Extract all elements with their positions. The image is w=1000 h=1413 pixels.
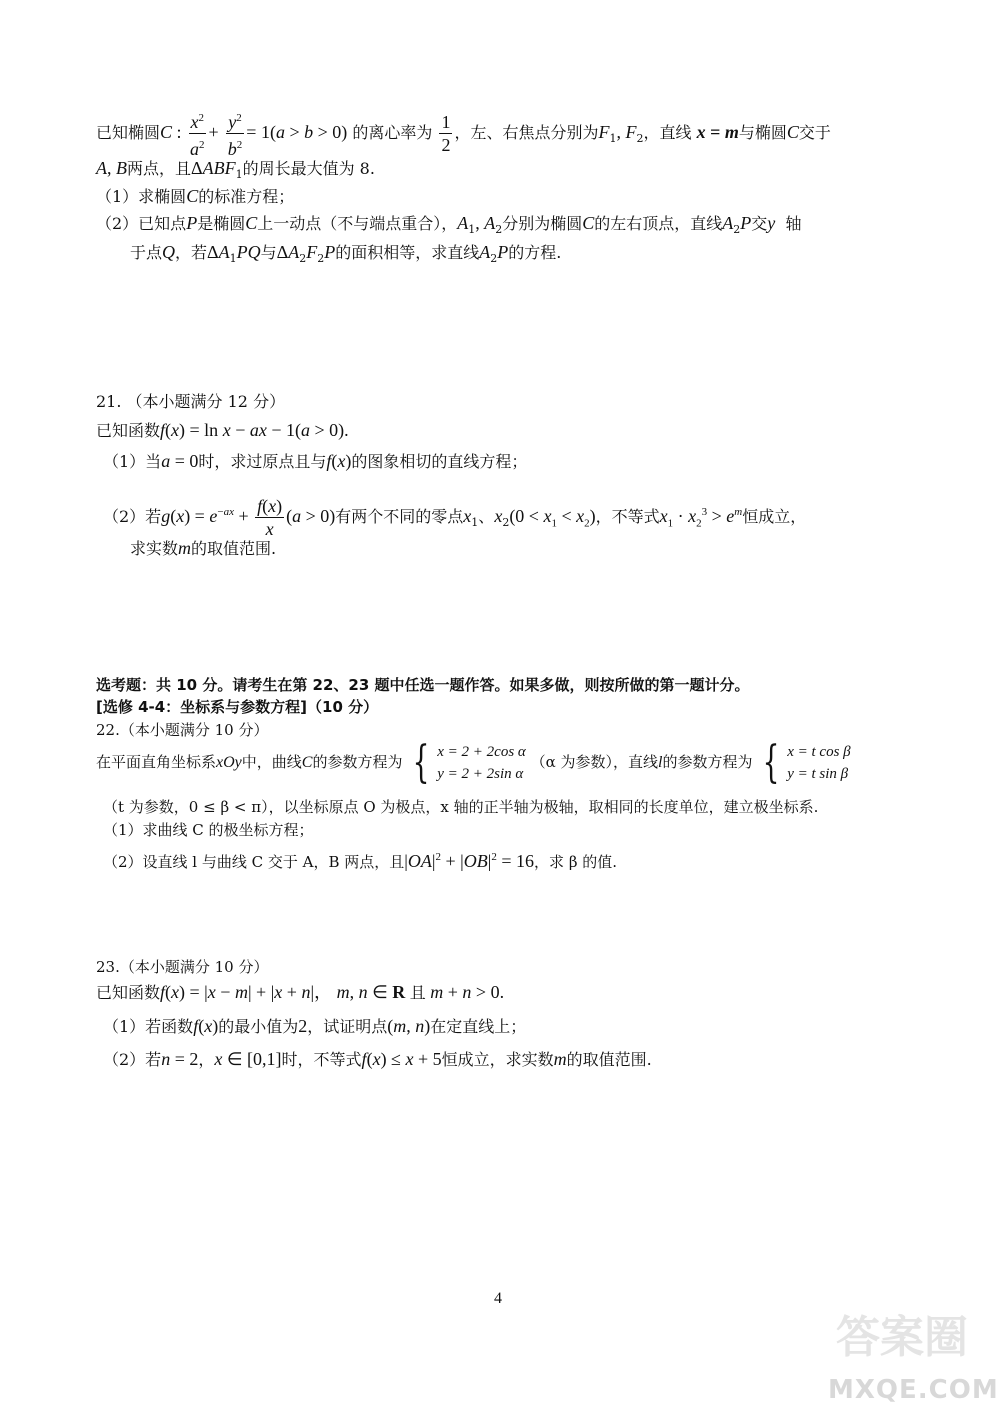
q21-header: 21. （本小题满分 12 分） bbox=[96, 392, 286, 411]
q20-part1: （1）求椭圆C的标准方程； bbox=[96, 186, 295, 206]
q20-text-d: ，直线 bbox=[643, 123, 692, 142]
q23-part1-d: 在定直线上； bbox=[430, 1017, 527, 1036]
q20-text-b: 的离心率为 bbox=[352, 123, 433, 142]
elective-section: [选修 4-4：坐标系与参数方程]（10 分） bbox=[96, 698, 379, 716]
q23-intro-a: 已知函数 bbox=[96, 983, 161, 1002]
q20-part1-b: 的标准方程； bbox=[198, 187, 295, 206]
q22-intro-d: （α 为参数），直线 bbox=[530, 753, 658, 771]
fraction-y2-b2: $\frac{y^2}{b^2}$ bbox=[226, 107, 245, 160]
q20-part2-b: 是椭圆 bbox=[197, 214, 246, 233]
q21-part1-a: （1）当 bbox=[103, 452, 162, 471]
q21-intro-text: 已知函数 bbox=[96, 421, 161, 440]
q23-part1: （1）若函数f(x)的最小值为2，试证明点(m, n)在定直线上； bbox=[103, 1016, 527, 1036]
q22-part2-b: ，求 β 的值. bbox=[534, 853, 618, 871]
q20-text-f: 交于 bbox=[798, 123, 831, 142]
q20-text-a: 已知椭圆 bbox=[96, 123, 161, 142]
q23-header: 23.（本小题满分 10 分） bbox=[96, 958, 269, 976]
q21-part2-line2-a: 求实数 bbox=[130, 539, 179, 558]
line-row-2: y = t sin β bbox=[787, 766, 849, 782]
q21-part2-line2-b: 的取值范围. bbox=[191, 539, 277, 558]
q20-part2-line2-e: 的方程. bbox=[508, 243, 562, 262]
q20-part2-e: 的左右顶点，直线 bbox=[594, 214, 723, 233]
q21-part2-b: 有两个不同的零点 bbox=[335, 507, 464, 526]
q22-intro-a: 在平面直角坐标系 bbox=[96, 753, 217, 771]
q23-intro: 已知函数f(x) = |x − m| + |x + n|， m, n ∈ R 且 m + n > 0. bbox=[96, 982, 505, 1002]
q20-part2-line2: 于点Q，若$\Delta A_1PQ$与$\Delta A_2F_2P$的面积相等，求直线$A_2P$的方程. bbox=[130, 242, 562, 266]
q20-part2-g: 轴 bbox=[785, 214, 802, 233]
elective-note: 选考题：共 10 分。请考生在第 22、23 题中任选一题作答。如果多做，则按所做的第一题计分。 bbox=[96, 676, 750, 694]
curve-row-2: y = 2 + 2sin α bbox=[437, 766, 524, 782]
q22-intro-c: 的参数方程为 bbox=[312, 753, 403, 771]
q21-part1-b: 时，求过原点且与 bbox=[198, 452, 327, 471]
q23-part2: （2）若n = 2，x ∈ [0,1]时，不等式f(x) ≤ x + 5恒成立，求实数m的取值范围. bbox=[103, 1049, 652, 1069]
q20-text-e: 与椭圆 bbox=[738, 123, 787, 142]
q23-part2-b: 时，不等式 bbox=[281, 1050, 362, 1069]
q21-part1-c: 的图象相切的直线方程； bbox=[351, 452, 528, 471]
q20-part2-line2-d: 的面积相等，求直线 bbox=[335, 243, 480, 262]
q22-part2-a: （2）设直线 l 与曲线 C 交于 A，B 两点，且 bbox=[103, 853, 405, 871]
q21-part2-e: 恒成立， bbox=[742, 507, 807, 526]
q20-part2-f: 交 bbox=[751, 214, 768, 233]
q23-intro-b: 且 bbox=[409, 983, 426, 1002]
q21-part2-c: 、 bbox=[478, 507, 495, 526]
watermark-site: MXQE.COM bbox=[828, 1375, 999, 1405]
q22-intro-e: 的参数方程为 bbox=[662, 753, 753, 771]
curve-row-1: x = 2 + 2cos α bbox=[437, 744, 526, 760]
q21-part2: （2）若$g(x) = e^{-ax}$ + $\frac{f(x)}{x}$ (a > 0)有两个不同的零点$x_1$、$x_2(0 < x_1 < x_2)$，不等式$x_1 \cdot x_2^3 > e^m$恒成立， bbox=[103, 496, 807, 539]
q20-part2-c: 上一动点（不与端点重合）， bbox=[257, 214, 458, 233]
q23-part2-c: 恒成立，求实数 bbox=[441, 1050, 554, 1069]
q20-part2-a: （2）已知点 bbox=[96, 214, 187, 233]
fraction-x2-a2: $\frac{x^2}{a^2}$ bbox=[188, 107, 207, 160]
q21-intro: 已知函数f(x) = ln x − ax − 1(a > 0). bbox=[96, 420, 349, 440]
q21-part2-line2: 求实数m的取值范围. bbox=[130, 538, 277, 558]
curve-parametric-system: { x = 2 + 2cos α y = 2 + 2sin α bbox=[412, 737, 526, 788]
q20-text-c: ，左、右焦点分别为 bbox=[454, 123, 599, 142]
q20-part2-line2-b: ，若 bbox=[175, 243, 208, 262]
line-row-1: x = t cos β bbox=[787, 744, 851, 760]
watermark-logo: 答案圈 bbox=[836, 1312, 968, 1363]
q20-line2: A, B两点，且$\Delta ABF_1$的周长最大值为 8. bbox=[96, 158, 375, 182]
q20-part2-d: 分别为椭圆 bbox=[502, 214, 583, 233]
q20-part2-line2-a: 于点 bbox=[130, 243, 163, 262]
q23-part1-b: 的最小值为 bbox=[218, 1017, 299, 1036]
q22-intro-b: 中，曲线 bbox=[241, 753, 302, 771]
q22-line2: （t 为参数，0 ≤ β < π），以坐标原点 O 为极点，x 轴的正半轴为极轴，取相同的长度单位，建立极坐标系. bbox=[103, 798, 819, 816]
q20-part2-line2-c: 与 bbox=[260, 243, 277, 262]
watermark bbox=[828, 1295, 999, 1405]
q23-part2-d: 的取值范围. bbox=[566, 1050, 652, 1069]
q20-part1-a: （1）求椭圆 bbox=[96, 187, 187, 206]
line-parametric-system: { x = t cos β y = t sin β bbox=[762, 737, 851, 788]
q22-header: 22.（本小题满分 10 分） bbox=[96, 721, 269, 739]
q21-part2-d: ，不等式 bbox=[595, 507, 660, 526]
q23-part1-a: （1）若函数 bbox=[103, 1017, 194, 1036]
q20-line2-b: 的周长最大值为 8. bbox=[242, 159, 375, 178]
q22-intro: 在平面直角坐标系xOy中，曲线C的参数方程为 { x = 2 + 2cos α y = 2 + 2sin α （α 为参数），直线l的参数方程为 { x = t cos β y = t sin β bbox=[96, 737, 851, 788]
q22-part2: （2）设直线 l 与曲线 C 交于 A，B 两点，且$|OA|^2 + |OB|^2 = 16$，求 β 的值. bbox=[103, 851, 618, 871]
q22-part1: （1）求曲线 C 的极坐标方程； bbox=[103, 821, 314, 839]
q20-intro-line: 已知椭圆C : $\frac{x^2}{a^2}$ + $\frac{y^2}{b^2}$ = 1(a > b > 0) 的离心率为 $\frac{1}{2}$ ，左、右焦点分别为$F_1$, $F_2$，直线 x = m与椭圆C交于 bbox=[96, 107, 831, 160]
q21-part2-a: （2）若 bbox=[103, 507, 162, 526]
page-number: 4 bbox=[494, 1290, 502, 1307]
q20-line2-a: 两点，且 bbox=[127, 159, 192, 178]
fraction-fx-over-x: $\frac{f(x)}{x}$ bbox=[257, 496, 283, 539]
q23-part1-c: ，试证明点 bbox=[307, 1017, 388, 1036]
q23-part2-a: （2）若 bbox=[103, 1050, 162, 1069]
fraction-one-half: $\frac{1}{2}$ bbox=[441, 112, 451, 155]
q20-part2: （2）已知点P是椭圆C上一动点（不与端点重合），$A_1$, $A_2$分别为椭圆C的左右顶点，直线$A_2P$交y 轴 bbox=[96, 213, 802, 237]
q21-part1: （1）当a = 0时，求过原点且与f(x)的图象相切的直线方程； bbox=[103, 451, 528, 471]
